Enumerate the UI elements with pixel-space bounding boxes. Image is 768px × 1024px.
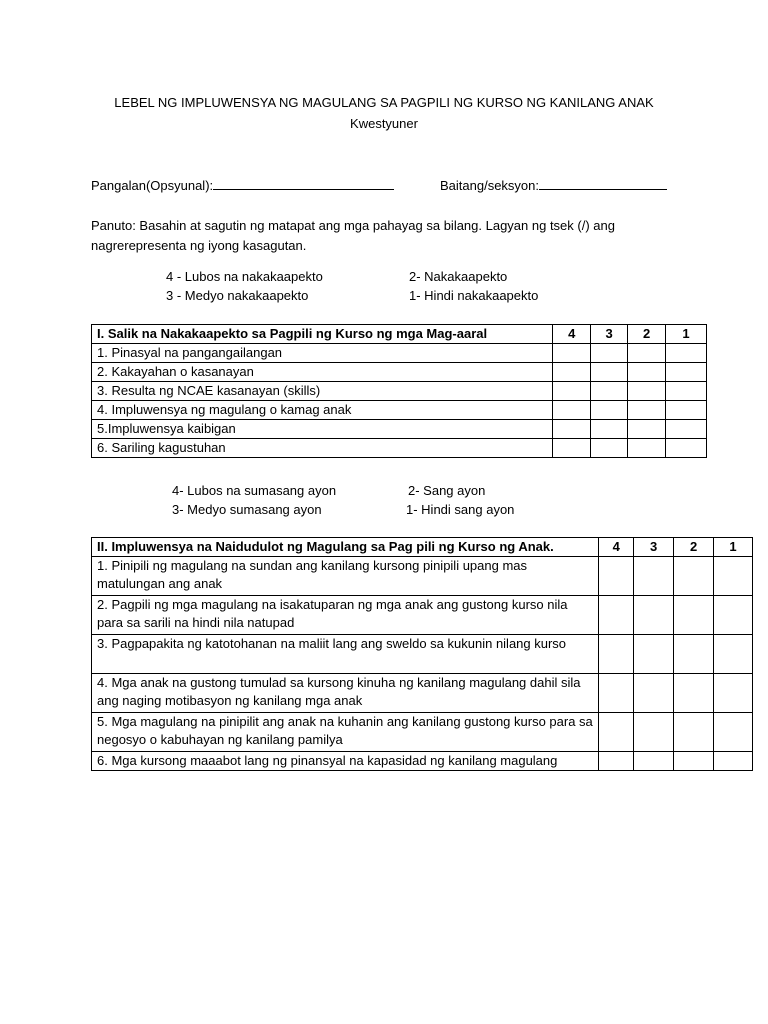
check-cell-4[interactable] <box>599 635 634 674</box>
check-cell-3[interactable] <box>591 382 628 401</box>
scale1-3: 3 - Medyo nakakaapekto <box>166 288 309 303</box>
check-cell-1[interactable] <box>714 713 753 752</box>
table-row <box>92 674 753 713</box>
scale2-2: 2- Sang ayon <box>408 483 486 498</box>
scale2-3: 3- Medyo sumasang ayon <box>172 502 322 517</box>
instructions-line-2: nagrerepresenta ng iyong kasagutan. <box>91 238 307 253</box>
table2-header: II. Impluwensya na Naidudulot ng Magulang sa Pag pili ng Kurso ng Anak. <box>92 538 599 557</box>
document-subtitle: Kwestyuner <box>350 116 418 131</box>
col-1: 1 <box>714 538 753 557</box>
section-label: Baitang/seksyon: <box>440 178 540 193</box>
check-cell-1[interactable] <box>714 752 753 771</box>
row-label: 2. Kakayahan o kasanayan <box>92 363 553 382</box>
row-label: 6. Sariling kagustuhan <box>92 439 553 458</box>
row-label: 4. Impluwensya ng magulang o kamag anak <box>92 401 553 420</box>
check-cell-4[interactable] <box>553 363 591 382</box>
name-field[interactable] <box>91 177 394 193</box>
check-cell-1[interactable] <box>714 674 753 713</box>
name-input-line[interactable] <box>213 177 394 190</box>
check-cell-4[interactable] <box>553 401 591 420</box>
table-row <box>92 420 707 439</box>
check-cell-2[interactable] <box>674 596 714 635</box>
col-4: 4 <box>599 538 634 557</box>
check-cell-2[interactable] <box>674 752 714 771</box>
instructions-line-1: Panuto: Basahin at sagutin ng matapat ang mga pahayag sa bilang. Lagyan ng tsek (/) ang <box>91 218 615 233</box>
table-row <box>92 596 753 635</box>
check-cell-1[interactable] <box>666 363 707 382</box>
row-label: 5. Mga magulang na pinipilit ang anak na kuhanin ang kanilang gustong kurso para sa negosyo o kabuhayan ng kanilang pamilya <box>92 713 599 752</box>
table-header-row <box>92 538 753 557</box>
table-row <box>92 344 707 363</box>
name-label: Pangalan(Opsyunal): <box>91 178 214 193</box>
check-cell-1[interactable] <box>666 401 707 420</box>
table-row <box>92 752 753 771</box>
check-cell-2[interactable] <box>628 382 666 401</box>
row-label: 1. Pinipili ng magulang na sundan ang kanilang kursong pinipili upang mas matulungan ang anak <box>92 557 599 596</box>
scale1-2: 2- Nakakaapekto <box>409 269 508 284</box>
check-cell-3[interactable] <box>591 439 628 458</box>
check-cell-1[interactable] <box>714 635 753 674</box>
check-cell-3[interactable] <box>634 674 674 713</box>
row-label: 3. Pagpapakita ng katotohanan na maliit lang ang sweldo sa kukunin nilang kurso <box>92 635 599 674</box>
check-cell-3[interactable] <box>634 596 674 635</box>
row-label: 6. Mga kursong maaabot lang ng pinansyal na kapasidad ng kanilang magulang <box>92 752 599 771</box>
scale2-4: 4- Lubos na sumasang ayon <box>172 483 337 498</box>
check-cell-4[interactable] <box>553 439 591 458</box>
row-label: 5.Impluwensya kaibigan <box>92 420 553 439</box>
check-cell-3[interactable] <box>634 713 674 752</box>
check-cell-3[interactable] <box>634 557 674 596</box>
section-field[interactable] <box>440 177 667 193</box>
row-label: 2. Pagpili ng mga magulang na isakatuparan ng mga anak ang gustong kurso nila para sa sarili na hindi nila natupad <box>92 596 599 635</box>
check-cell-2[interactable] <box>674 713 714 752</box>
row-label: 4. Mga anak na gustong tumulad sa kursong kinuha ng kanilang magulang dahil sila ang naging motibasyon ng kanilang mga anak <box>92 674 599 713</box>
check-cell-1[interactable] <box>666 382 707 401</box>
check-cell-2[interactable] <box>628 439 666 458</box>
check-cell-4[interactable] <box>599 557 634 596</box>
parental-influence-table <box>91 537 753 771</box>
col-2: 2 <box>674 538 714 557</box>
check-cell-3[interactable] <box>591 420 628 439</box>
row-label: 1. Pinasyal na pangangailangan <box>92 344 553 363</box>
table-row <box>92 635 753 674</box>
table-row <box>92 439 707 458</box>
col-3: 3 <box>591 325 628 344</box>
scale2-1: 1- Hindi sang ayon <box>406 502 515 517</box>
check-cell-4[interactable] <box>599 674 634 713</box>
check-cell-2[interactable] <box>628 401 666 420</box>
document-title: LEBEL NG IMPLUWENSYA NG MAGULANG SA PAGPILI NG KURSO NG KANILANG ANAK <box>114 95 654 110</box>
check-cell-4[interactable] <box>599 752 634 771</box>
col-2: 2 <box>628 325 666 344</box>
check-cell-1[interactable] <box>714 596 753 635</box>
scale1-4: 4 - Lubos na nakakaapekto <box>166 269 323 284</box>
check-cell-4[interactable] <box>599 596 634 635</box>
table-row <box>92 401 707 420</box>
col-1: 1 <box>666 325 707 344</box>
check-cell-4[interactable] <box>553 420 591 439</box>
section-input-line[interactable] <box>539 177 667 190</box>
check-cell-4[interactable] <box>553 382 591 401</box>
check-cell-3[interactable] <box>634 752 674 771</box>
table-row <box>92 363 707 382</box>
check-cell-2[interactable] <box>674 557 714 596</box>
check-cell-4[interactable] <box>553 344 591 363</box>
table-row <box>92 713 753 752</box>
scale1-1: 1- Hindi nakakaapekto <box>409 288 539 303</box>
table-header-row <box>92 325 707 344</box>
check-cell-1[interactable] <box>666 420 707 439</box>
check-cell-3[interactable] <box>634 635 674 674</box>
check-cell-1[interactable] <box>666 344 707 363</box>
table1-header: I. Salik na Nakakaapekto sa Pagpili ng Kurso ng mga Mag-aaral <box>92 325 553 344</box>
check-cell-4[interactable] <box>599 713 634 752</box>
table-row <box>92 382 707 401</box>
check-cell-2[interactable] <box>674 674 714 713</box>
col-4: 4 <box>553 325 591 344</box>
check-cell-3[interactable] <box>591 344 628 363</box>
col-3: 3 <box>634 538 674 557</box>
factors-table <box>91 324 707 458</box>
check-cell-3[interactable] <box>591 401 628 420</box>
table-row <box>92 557 753 596</box>
check-cell-2[interactable] <box>628 420 666 439</box>
check-cell-1[interactable] <box>714 557 753 596</box>
check-cell-2[interactable] <box>628 363 666 382</box>
check-cell-2[interactable] <box>674 635 714 674</box>
check-cell-1[interactable] <box>666 439 707 458</box>
check-cell-3[interactable] <box>591 363 628 382</box>
check-cell-2[interactable] <box>628 344 666 363</box>
row-label: 3. Resulta ng NCAE kasanayan (skills) <box>92 382 553 401</box>
